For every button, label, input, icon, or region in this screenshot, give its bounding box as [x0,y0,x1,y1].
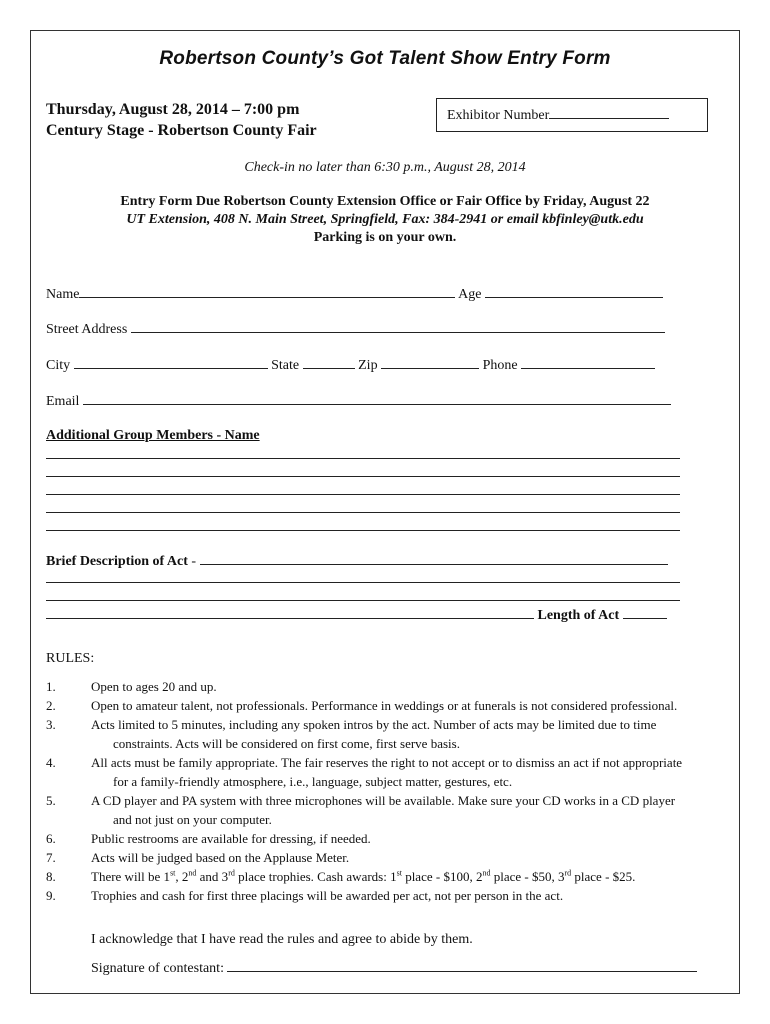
description-line[interactable] [46,600,680,601]
zip-field[interactable] [381,356,479,369]
rule-text: Trophies and cash for first three placings will be awarded per act, not per person in the act. [91,888,564,903]
age-field[interactable] [485,285,663,298]
description-dash: - [187,554,200,569]
description-row [46,552,668,570]
description-field[interactable] [200,552,668,565]
length-label: Length of Act [537,608,620,623]
name-age-row [46,285,663,303]
rule-text: Acts will be judged based on the Applause Meter. [91,850,350,865]
name-label: Name [46,287,80,302]
length-field[interactable] [623,606,667,619]
checkin-note: Check-in no later than 6:30 p.m., August 28, 2014 [244,160,526,175]
description-label: Brief Description of Act [46,554,188,569]
group-member-line[interactable] [46,494,680,495]
exhibitor-number-label: Exhibitor Number [447,108,550,123]
length-row [46,606,667,624]
email-label: Email [46,394,80,409]
street-label: Street Address [46,322,128,337]
rule-number: 6. [46,831,56,846]
name-field[interactable] [79,285,455,298]
group-member-line[interactable] [46,530,680,531]
rule-number: 2. [46,698,56,713]
acknowledgement: I acknowledge that I have read the rules and agree to abide by them. [91,932,473,947]
rule-number: 8. [46,869,56,884]
phone-label: Phone [482,358,518,373]
zip-label: Zip [358,358,378,373]
event-date: Thursday, August 28, 2014 – 7:00 pm [46,101,300,118]
event-venue: Century Stage - Robertson County Fair [46,122,317,139]
street-field[interactable] [131,320,665,333]
street-row [46,320,665,338]
rule-text-awards: There will be 1st, 2nd and 3rd place trophies. Cash awards: 1st place - $100, 2nd place - $50, 3rd place - $25. [91,868,636,884]
description-line[interactable] [46,582,680,583]
rule-text: A CD player and PA system with three microphones will be available. Make sure your CD works in a CD player [91,793,676,808]
due-note: Entry Form Due Robertson County Extension Office or Fair Office by Friday, August 22 [120,194,650,209]
parking-note: Parking is on your own. [313,230,457,245]
group-member-line[interactable] [46,458,680,459]
description-field-last[interactable] [46,606,534,619]
email-field[interactable] [83,392,671,405]
signature-label: Signature of contestant: [91,961,224,976]
rules-header: RULES: [46,651,95,666]
state-field[interactable] [303,356,355,369]
rule-text: Public restrooms are available for dressing, if needed. [91,831,371,846]
group-member-line[interactable] [46,476,680,477]
rule-text: All acts must be family appropriate. The fair reserves the right to not accept or to dismiss an act if not appropriate [91,755,683,770]
city-field[interactable] [74,356,268,369]
state-label: State [271,358,300,373]
city-label: City [46,358,71,373]
rule-text: Acts limited to 5 minutes, including any spoken intros by the act. Number of acts may be limited due to time [91,717,657,732]
form-title: Robertson County’s Got Talent Show Entry Form [159,48,611,69]
age-label: Age [458,287,482,302]
phone-field[interactable] [521,356,655,369]
rule-number: 7. [46,850,56,865]
group-member-line[interactable] [46,512,680,513]
rule-number: 1. [46,679,56,694]
rule-number: 5. [46,793,56,808]
rule-number: 4. [46,755,56,770]
group-members-header: Additional Group Members - Name [46,428,260,443]
exhibitor-number-box[interactable] [436,98,708,132]
city-row [46,356,655,374]
rule-text-continued: constraints. Acts will be considered on first come, first serve basis. [113,736,460,751]
rule-text-continued: for a family-friendly atmosphere, i.e., language, subject matter, gestures, etc. [113,774,513,789]
rule-number: 3. [46,717,56,732]
rule-text: Open to amateur talent, not professionals. Performance in weddings or at funerals is not considered professional. [91,698,678,713]
signature-field[interactable] [227,959,697,972]
rule-text-continued: and not just on your computer. [113,812,272,827]
rule-text: Open to ages 20 and up. [91,679,217,694]
signature-row [91,959,697,977]
address-note: UT Extension, 408 N. Main Street, Springfield, Fax: 384-2941 or email kbfinley@utk.edu [126,212,644,227]
email-row [46,392,671,410]
rule-number: 9. [46,888,56,903]
exhibitor-number-line[interactable] [549,106,669,119]
